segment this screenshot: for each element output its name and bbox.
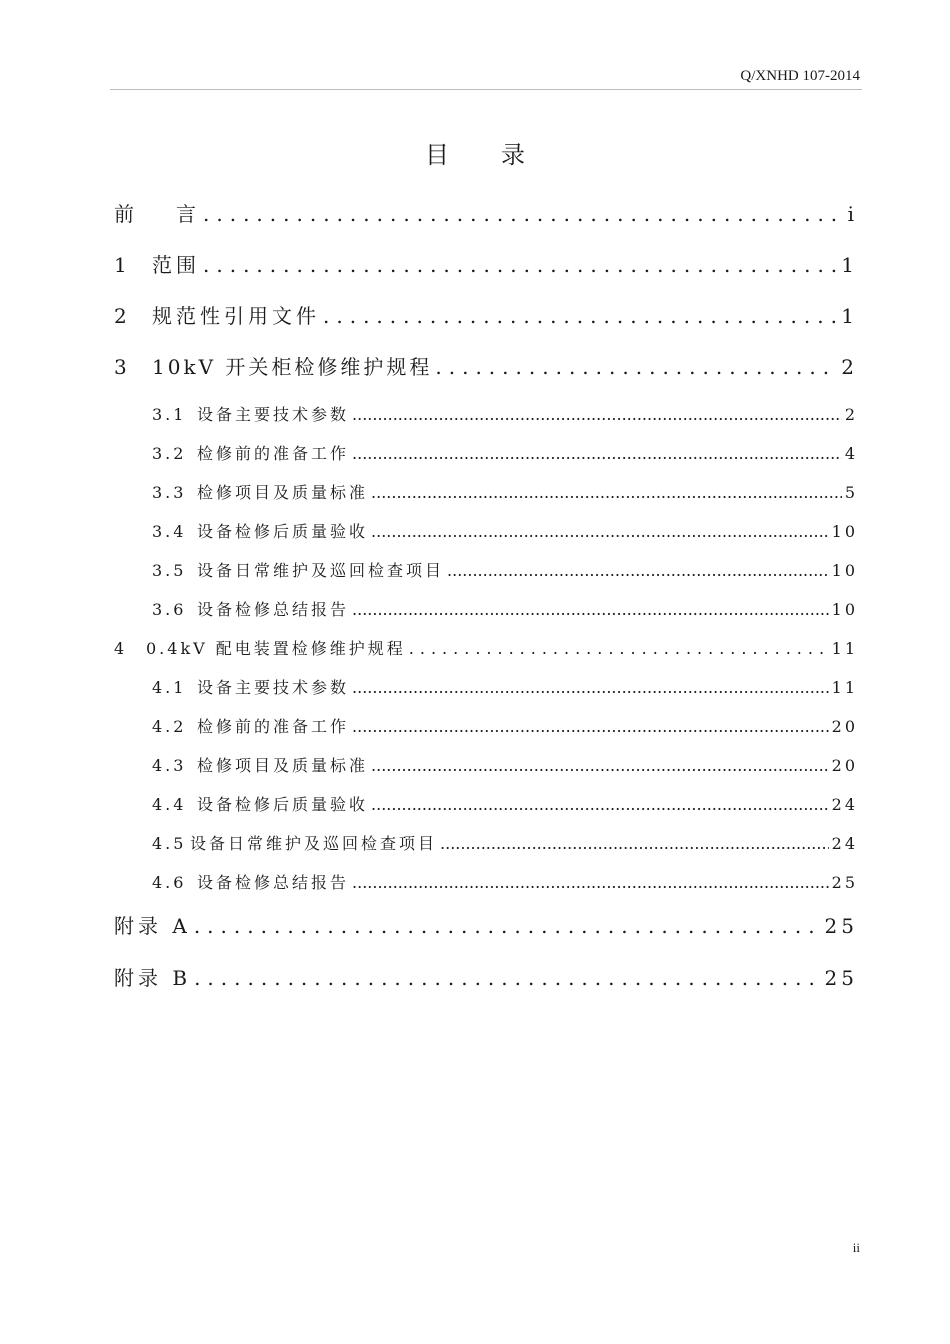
toc-entry-3-3[interactable] (152, 480, 858, 504)
toc-entry-page: i (847, 202, 858, 226)
toc-entry-number: 2 (114, 304, 131, 328)
toc-entry-page: 25 (824, 966, 858, 990)
toc-entry-number: 3.5 (152, 561, 187, 580)
toc-entry-label: 规范性引用文件 (152, 304, 320, 328)
toc-entry-page: 20 (831, 717, 858, 736)
toc-entry-number: 3.2 (152, 444, 187, 463)
toc-entry-number: 4.1 (152, 678, 187, 697)
toc-leader-dots (447, 561, 829, 580)
toc-entry-number: 4.6 (152, 873, 187, 892)
toc-entry-number: 4 (114, 639, 128, 658)
toc-leader-dots (352, 600, 829, 619)
toc-entry-4-5[interactable] (152, 831, 858, 855)
header-rule (110, 89, 862, 90)
toc-entry-appendix-b[interactable] (114, 962, 858, 992)
toc-entry-number: 前 (114, 202, 138, 226)
toc-leader-dots (371, 756, 829, 775)
toc-leader-dots (352, 444, 842, 463)
toc-entry-label: 检修前的准备工作 (197, 717, 350, 736)
toc-entry-page: 20 (831, 756, 858, 775)
toc-entry-1[interactable] (114, 249, 858, 279)
toc-entry-number: 附录 A (114, 914, 191, 938)
toc-entry-number: 附录 B (114, 966, 192, 990)
toc-entry-appendix-a[interactable] (114, 910, 858, 940)
toc-entry-label: 检修项目及质量标准 (197, 756, 369, 775)
toc-leader-dots (194, 966, 821, 990)
toc-entry-number: 4.2 (152, 717, 187, 736)
toc-entry-4-2[interactable] (152, 714, 858, 738)
toc-entry-number: 3.4 (152, 522, 187, 541)
toc-leader-dots (203, 202, 845, 226)
toc-title (0, 138, 950, 172)
toc-leader-dots (440, 834, 829, 853)
toc-leader-dots (435, 355, 838, 379)
toc-entry-page: 1 (841, 304, 858, 328)
toc-entry-3-2[interactable] (152, 441, 858, 465)
toc-entry-4-1[interactable] (152, 675, 858, 699)
toc-entry-page: 2 (844, 405, 858, 424)
toc-leader-dots (352, 717, 829, 736)
toc-leader-dots (371, 795, 829, 814)
toc-entry-4-3[interactable] (152, 753, 858, 777)
toc-entry-page: 5 (844, 483, 858, 502)
toc-entry-label: 设备检修后质量验收 (197, 522, 369, 541)
toc-entry-page: 10 (831, 561, 858, 580)
toc-entry-number: 3 (114, 355, 131, 379)
toc-entry-page: 11 (831, 678, 858, 697)
toc-title-char-2: 录 (501, 141, 525, 169)
document-code: Q/XNHD 107-2014 (740, 68, 860, 84)
toc-leader-dots (194, 914, 822, 938)
toc-leader-dots (203, 253, 838, 277)
toc-entry-number: 4.3 (152, 756, 187, 775)
toc-entry-3-5[interactable] (152, 558, 858, 582)
toc-entry-4-4[interactable] (152, 792, 858, 816)
toc-entry-label: 范围 (152, 253, 200, 277)
toc-entry-number: 4.5 (152, 834, 187, 853)
toc-entry-label: 设备主要技术参数 (197, 678, 350, 697)
toc-entry-number: 3.3 (152, 483, 187, 502)
toc-entry-label: 设备检修后质量验收 (197, 795, 369, 814)
toc-entry-label: 设备日常维护及巡回检查项目 (190, 834, 438, 853)
toc-entry-page: 10 (831, 522, 858, 541)
toc-entry-3[interactable] (114, 351, 858, 381)
toc-entry-number: 3.1 (152, 405, 187, 424)
toc-leader-dots (352, 405, 842, 424)
toc-leader-dots (371, 483, 842, 502)
toc-entry-page: 25 (831, 873, 858, 892)
toc-entry-label: 设备日常维护及巡回检查项目 (197, 561, 445, 580)
toc-leader-dots (323, 304, 838, 328)
toc-entry-page: 1 (841, 253, 858, 277)
toc-leader-dots (352, 873, 829, 892)
toc-entry-2[interactable] (114, 300, 858, 330)
toc-entry-3-1[interactable] (152, 402, 858, 426)
toc-entry-number: 4.4 (152, 795, 187, 814)
toc-entry-label: 设备主要技术参数 (197, 405, 350, 424)
toc-entry-page: 24 (831, 834, 858, 853)
toc-title-char-1: 目 (425, 141, 449, 169)
toc-entry-label: 言 (176, 202, 200, 226)
toc-entry-page: 10 (831, 600, 858, 619)
toc-entry-3-4[interactable] (152, 519, 858, 543)
toc-entry-label: 10kV 开关柜检修维护规程 (152, 355, 433, 379)
toc-leader-dots (352, 678, 829, 697)
footer-page-number: ii (852, 1240, 860, 1255)
toc-entry-page: 2 (841, 355, 858, 379)
toc-entry-page: 4 (844, 444, 858, 463)
toc-entry-number: 1 (114, 253, 131, 277)
toc-leader-dots (409, 639, 829, 658)
toc-entry-number: 3.6 (152, 600, 187, 619)
toc-entry-page: 11 (831, 639, 858, 658)
toc-entry-label: 0.4kV 配电装置检修维护规程 (146, 639, 406, 658)
toc-entry-label: 检修前的准备工作 (197, 444, 350, 463)
toc-entry-foreword[interactable] (114, 198, 858, 228)
toc-entry-label: 设备检修总结报告 (197, 873, 350, 892)
toc-entry-page: 24 (831, 795, 858, 814)
toc-entry-3-6[interactable] (152, 597, 858, 621)
toc-entry-label: 设备检修总结报告 (197, 600, 350, 619)
toc-entry-4[interactable] (114, 636, 858, 660)
toc-leader-dots (371, 522, 829, 541)
toc-entry-page: 25 (824, 914, 858, 938)
toc-entry-4-6[interactable] (152, 870, 858, 894)
toc-entry-label: 检修项目及质量标准 (197, 483, 369, 502)
